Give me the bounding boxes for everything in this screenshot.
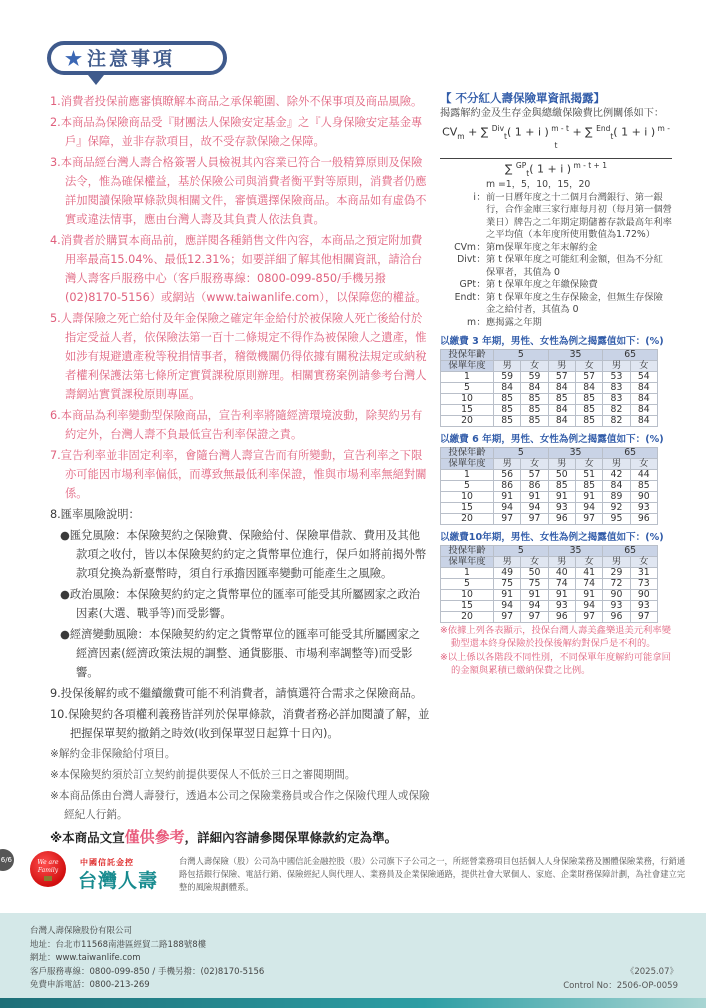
ratio-cell: 41: [575, 568, 602, 579]
ratio-cell: 85: [575, 481, 602, 492]
ratio-cell: 97: [575, 612, 602, 623]
policy-year-cell: 20: [441, 416, 494, 427]
age-header: 5: [494, 350, 549, 361]
table-row: [441, 492, 658, 503]
notice-item: 2.本商品為保險商品受『財團法人保險安定基金』之『人身保險安定基金專戶』保障，並非存款項目，故不受存款保險之保障。: [50, 116, 423, 148]
ratio-cell: 84: [548, 416, 575, 427]
table-row: [441, 612, 658, 623]
ratio-cell: 96: [630, 514, 657, 525]
table-row: [441, 372, 658, 383]
gender-header: 女: [521, 557, 548, 568]
table-header-row: [441, 459, 658, 470]
ratio-cell: 97: [494, 612, 521, 623]
gender-header: 男: [548, 361, 575, 372]
table-row: [441, 568, 658, 579]
notice-item: 9.投保後解約或不繼續繳費可能不利消費者，請慎選符合需求之保險商品。: [50, 687, 423, 700]
policy-year-cell: 5: [441, 579, 494, 590]
definition-value: 第m保單年度之年末解約金: [486, 241, 598, 253]
contact-info: [30, 925, 264, 993]
ratio-cell: 82: [603, 416, 630, 427]
definition-key: m: [466, 316, 476, 328]
disclosure-rate-table: [440, 447, 658, 525]
ratio-cell: 85: [521, 405, 548, 416]
formula-denominator: ∑ $^{GP}_t$( 1 + i ) $^{m - t + 1}$: [505, 160, 607, 178]
ratio-cell: 84: [603, 481, 630, 492]
year-label: 保單年度: [441, 361, 494, 372]
ratio-cell: 91: [494, 590, 521, 601]
notice-item: ●經濟變動風險：本保險契約約定之貨幣單位的匯率可能受其所屬國家之經濟因素(經濟政策法規的調整、通貨膨脹、市場利率調整等)而受影響。: [60, 628, 421, 679]
notice-item: 4.消費者於購買本商品前，應詳閱各種銷售文件內容，本商品之預定附加費用率最高15.04%、最低12.31%；如要詳細了解其他相關資訊，請洽台灣人壽客戶服務中心（客戶服務專線：0800-099-850/手機另撥(02)8170-5156）或網站（www.taiwanlife.com），以保障您的權益。: [50, 234, 427, 304]
ratio-cell: 91: [494, 492, 521, 503]
gender-header: 男: [603, 361, 630, 372]
ratio-cell: 91: [575, 590, 602, 601]
ratio-cell: 44: [630, 470, 657, 481]
definition-row: [440, 192, 672, 242]
definition-row: [440, 242, 672, 255]
ratio-cell: 84: [630, 405, 657, 416]
table-row: [441, 601, 658, 612]
star-icon: ★: [65, 48, 86, 70]
table-row: [441, 416, 658, 427]
policy-year-cell: 15: [441, 601, 494, 612]
gender-header: 女: [630, 361, 657, 372]
ratio-cell: 74: [548, 579, 575, 590]
ratio-cell: 97: [521, 514, 548, 525]
gender-header: 女: [630, 459, 657, 470]
ratio-cell: 74: [575, 579, 602, 590]
notice-item: 1.消費者投保前應審慎瞭解本商品之承保範圍、除外不保事項及商品風險。: [50, 95, 423, 108]
notice-item: 6.本商品為利率變動型保險商品，宣告利率將隨經濟環境波動，除契約另有約定外，台灣人壽不負最低宣告利率保證之責。: [50, 409, 423, 441]
definition-sep: ：: [476, 191, 486, 203]
ratio-cell: 90: [630, 492, 657, 503]
definition-key: i: [473, 191, 476, 203]
definition-key: GPt: [459, 279, 476, 291]
disclosure-formula: [440, 124, 672, 177]
notice-item: 10.保險契約各項權利義務皆詳列於保單條款，消費者務必詳加閱讀了解，並把握保單契約撤銷之時效(收到保單翌日起算十日內)。: [50, 708, 430, 740]
notice-item: ●政治風險：本保險契約約定之貨幣單位的匯率可能受其所屬國家之政治因素(大選、戰爭等)而受影響。: [60, 588, 421, 620]
ratio-cell: 90: [630, 590, 657, 601]
definition-row: [440, 254, 672, 279]
gender-header: 男: [494, 459, 521, 470]
definition-value: 第 t 保單年度之年繳保險費: [486, 279, 598, 291]
age-header: 65: [603, 448, 658, 459]
disclosure-tables: [440, 335, 672, 623]
definition-row: [440, 179, 672, 192]
definition-value: m =1，5，10，15，20: [486, 179, 591, 191]
ratio-cell: 85: [630, 481, 657, 492]
notice-item: 8.匯率風險說明：: [50, 508, 140, 521]
ratio-cell: 50: [548, 470, 575, 481]
year-label: 保單年度: [441, 557, 494, 568]
ratio-cell: 85: [575, 405, 602, 416]
notice-banner: [47, 41, 227, 75]
ratio-cell: 50: [521, 568, 548, 579]
we-are-family-logo: We are Family: [30, 851, 66, 887]
ratio-cell: 97: [494, 514, 521, 525]
table-caption: 以繳費 6 年期，男性、女性為例之揭露值如下：(%): [440, 434, 664, 446]
gender-header: 女: [521, 361, 548, 372]
gender-header: 女: [575, 557, 602, 568]
ratio-cell: 85: [494, 405, 521, 416]
notice-item: ※解約金非保險給付項目。: [50, 748, 176, 760]
notice-item: 5.人壽保險之死亡給付及年金保險之確定年金給付於被保險人死亡後給付於指定受益人者，依保險法第一百十二條規定不得作為被保險人之遺產，惟如涉有規避遺產稅等稅捐情事者，稽徵機關仍得依據有關稅法規定或納稅者權利保護法第七條所定實質課稅原則辦理。相關實務案例請參考台灣人壽網站實質課稅原則專區。: [50, 312, 427, 401]
contact-line: 地址：台北市11568南港區經貿二路188號8樓: [30, 939, 207, 950]
policy-year-cell: 15: [441, 503, 494, 514]
age-label: 投保年齡: [441, 448, 494, 459]
ratio-cell: 42: [603, 470, 630, 481]
definition-key: Endt: [454, 291, 476, 303]
age-label: 投保年齡: [441, 350, 494, 361]
ratio-cell: 91: [548, 590, 575, 601]
notice-list: [50, 92, 430, 849]
ratio-cell: 85: [548, 481, 575, 492]
gender-header: 男: [494, 557, 521, 568]
ratio-cell: 91: [521, 492, 548, 503]
table-row: [441, 579, 658, 590]
disclosure-note: ※依據上列各表顯示，投保台灣人壽美鑫樂退美元利率變動型還本終身保險於投保後解約對保戶是不利的。: [440, 625, 671, 649]
table-row: [441, 481, 658, 492]
table-row: [441, 394, 658, 405]
age-header: 35: [548, 350, 603, 361]
table-row: [441, 383, 658, 394]
contact-line: 台灣人壽保險股份有限公司: [30, 926, 133, 936]
ratio-cell: 93: [548, 503, 575, 514]
table-row: [441, 470, 658, 481]
ratio-cell: 82: [603, 405, 630, 416]
ratio-cell: 96: [548, 612, 575, 623]
ratio-cell: 91: [575, 492, 602, 503]
ratio-cell: 57: [575, 372, 602, 383]
ratio-cell: 90: [603, 590, 630, 601]
contact-line: 客戶服務專線：0800-099-850 / 手機另撥：(02)8170-5156: [30, 966, 265, 977]
notice-item: 7.宣告利率並非固定利率，會隨台灣人壽宣告而有所變動，宣告利率之下限亦可能因市場利率偏低，而導致無最低利率保證，惟與市場利率無絕對關係。: [50, 449, 427, 500]
brand-name: 台灣人壽: [78, 870, 159, 892]
gender-header: 男: [494, 361, 521, 372]
policy-year-cell: 5: [441, 383, 494, 394]
page-number-badge: 6/6: [0, 849, 14, 871]
ratio-cell: 84: [630, 416, 657, 427]
gender-header: 男: [548, 459, 575, 470]
disclosure-rate-table: [440, 349, 658, 427]
ratio-cell: 72: [603, 579, 630, 590]
age-header: 35: [548, 546, 603, 557]
ratio-cell: 56: [494, 470, 521, 481]
ratio-cell: 51: [575, 470, 602, 481]
ratio-cell: 85: [521, 394, 548, 405]
formula-definitions: [440, 179, 672, 329]
ratio-cell: 94: [575, 503, 602, 514]
ratio-cell: 40: [548, 568, 575, 579]
ratio-cell: 89: [603, 492, 630, 503]
definition-value: 第 t 保單年度之可能紅利金額，但為不分紅保單者，其值為 0: [486, 254, 663, 278]
final-notice-suffix: ，詳細內容請參閱保單條款約定為準。: [184, 830, 398, 845]
table-row: [441, 514, 658, 525]
definition-key: [440, 179, 476, 192]
table-caption: 以繳費10年期，男性、女性為例之揭露值如下：(%): [440, 532, 664, 544]
definition-sep: ：: [476, 291, 486, 303]
definition-sep: ：: [476, 316, 486, 328]
definition-row: [440, 292, 672, 317]
age-header: 65: [603, 546, 658, 557]
ratio-cell: 93: [630, 503, 657, 514]
ratio-cell: 85: [521, 416, 548, 427]
ratio-cell: 84: [548, 383, 575, 394]
edition-date: 《2025.07》: [625, 967, 678, 977]
disclosure-title: 【 不分紅人壽保險單資訊揭露】: [440, 91, 606, 105]
table-header-row: [441, 557, 658, 568]
ratio-cell: 93: [548, 601, 575, 612]
table-row: [441, 405, 658, 416]
ratio-cell: 96: [548, 514, 575, 525]
gender-header: 男: [548, 557, 575, 568]
policy-year-cell: 1: [441, 568, 494, 579]
ratio-cell: 94: [494, 503, 521, 514]
ratio-cell: 29: [603, 568, 630, 579]
table-header-row: [441, 361, 658, 372]
policy-year-cell: 10: [441, 394, 494, 405]
age-label: 投保年齡: [441, 546, 494, 557]
ratio-cell: 96: [603, 612, 630, 623]
ratio-cell: 95: [603, 514, 630, 525]
policy-year-cell: 1: [441, 470, 494, 481]
definition-sep: [476, 179, 486, 192]
age-header: 5: [494, 546, 549, 557]
disclosure-intro: 揭露解約金及生存金與總繳保險費比例關係如下：: [440, 108, 665, 119]
definition-key: CVm: [454, 241, 476, 253]
policy-year-cell: 10: [441, 590, 494, 601]
ratio-cell: 85: [575, 416, 602, 427]
definition-row: [440, 279, 672, 292]
definition-value: 應揭露之年期: [486, 316, 542, 328]
table-row: [441, 590, 658, 601]
policy-year-cell: 15: [441, 405, 494, 416]
year-label: 保單年度: [441, 459, 494, 470]
table-caption: 以繳費 3 年期，男性、女性為例之揭露值如下：(%): [440, 336, 664, 348]
age-header: 35: [548, 448, 603, 459]
ratio-cell: 49: [494, 568, 521, 579]
ratio-cell: 84: [630, 383, 657, 394]
ratio-cell: 84: [521, 383, 548, 394]
notice-title: ★ 注意事項: [65, 48, 176, 70]
policy-year-cell: 1: [441, 372, 494, 383]
ratio-cell: 57: [521, 470, 548, 481]
definition-value: 第 t 保單年度之生存保險金，但無生存保險金之給付者，其值為 0: [486, 291, 663, 316]
gender-header: 女: [521, 459, 548, 470]
ratio-cell: 85: [494, 394, 521, 405]
ratio-cell: 93: [603, 601, 630, 612]
company-description: 台灣人壽保險（股）公司為中國信託金融控股（股）公司旗下子公司之一，所經營業務項目包括個人人身保險業務及團體保險業務，行銷通路包括銀行保險、電話行銷、保險經紀人與代理人、業務員及企業保險通路，提供社會大眾個人、家庭、企業財務保障計劃，為社會建立完整的風險規劃體系。: [179, 856, 686, 892]
definition-sep: ：: [476, 241, 486, 253]
notice-item: ●匯兌風險：本保險契約之保險費、保險給付、保險單借款、費用及其他款項之收付，皆以本保險契約約定之貨幣單位進行，保戶如將前揭外幣款項兌換為新臺幣時，須自行承擔因匯率變動可能產生之風險。: [60, 529, 427, 580]
ratio-cell: 93: [630, 601, 657, 612]
contact-footer: [0, 913, 706, 998]
disclosure-rate-table: [440, 545, 658, 623]
ratio-cell: 97: [630, 612, 657, 623]
ratio-cell: 86: [494, 481, 521, 492]
footer-stripe: [0, 998, 706, 1008]
table-row: [441, 503, 658, 514]
definition-key: Divt: [457, 254, 476, 266]
banner-tail-decoration: [88, 75, 104, 85]
age-header: 5: [494, 448, 549, 459]
gender-header: 女: [575, 459, 602, 470]
age-header: 65: [603, 350, 658, 361]
final-notice: [50, 828, 430, 847]
disclosure-notes: [440, 625, 672, 677]
ratio-cell: 91: [521, 590, 548, 601]
notice-item: ※本商品係由台灣人壽發行，透過本公司之保險業務員或合作之保險代理人或保險經紀人行銷。: [50, 790, 430, 821]
ratio-cell: 84: [494, 383, 521, 394]
final-notice-highlight: 僅供參考: [124, 828, 185, 846]
formula-numerator: $CV_m$ + ∑ $^{Div}_t$( 1 + i ) $^{m - t}$ + ∑ $^{End}_t$( 1 + i ) $^{m - t}$: [440, 124, 672, 159]
policy-year-cell: 20: [441, 514, 494, 525]
ratio-cell: 92: [603, 503, 630, 514]
gender-header: 女: [575, 361, 602, 372]
ratio-cell: 94: [521, 503, 548, 514]
ratio-cell: 54: [630, 372, 657, 383]
notice-item: 3.本商品經台灣人壽合格簽署人員檢視其內容業已符合一般精算原則及保險法令，惟為確保權益，基於保險公司與消費者衡平對等原則，消費者仍應詳加閱讀保險單條款與相關文件，審慎選擇保險商品。本商品如有虛偽不實或違法情事，應由台灣人壽及其負責人依法負責。: [50, 156, 427, 226]
notice-item: ※本保險契約須於訂立契約前提供要保人不低於三日之審閱期間。: [50, 769, 356, 781]
ratio-cell: 83: [603, 383, 630, 394]
policy-disclosure: [440, 90, 672, 677]
final-notice-prefix: ※本商品文宣: [50, 830, 125, 845]
contact-line: 免費申訴電話：0800-213-269: [30, 980, 150, 991]
ratio-cell: 73: [630, 579, 657, 590]
ratio-cell: 85: [575, 394, 602, 405]
definition-row: [440, 317, 672, 330]
ratio-cell: 75: [521, 579, 548, 590]
definition-sep: ：: [476, 254, 486, 266]
definition-value: 前一日曆年度之十二個月台灣銀行、第一銀行，合作金庫三家行庫每月初（每月第一個營業日）牌告之二年期定期儲蓄存款最高年利率之平均值（本年度所使用數值為1.72%）: [486, 191, 672, 241]
control-number: Control No：2506-OP-0059: [563, 980, 678, 991]
ratio-cell: 97: [521, 612, 548, 623]
ratio-cell: 94: [575, 601, 602, 612]
policy-year-cell: 20: [441, 612, 494, 623]
gender-header: 男: [603, 557, 630, 568]
ratio-cell: 59: [494, 372, 521, 383]
disclosure-note: ※以上係以各階段不同性別，不同保單年度解約可能拿回的金額與累積已繳納保費之比例。: [440, 652, 671, 676]
ratio-cell: 83: [603, 394, 630, 405]
ratio-cell: 59: [521, 372, 548, 383]
ratio-cell: 85: [494, 416, 521, 427]
ratio-cell: 53: [603, 372, 630, 383]
policy-year-cell: 5: [441, 481, 494, 492]
ratio-cell: 75: [494, 579, 521, 590]
ratio-cell: 84: [575, 383, 602, 394]
ratio-cell: 57: [548, 372, 575, 383]
edition-info: [563, 966, 678, 993]
definition-sep: ：: [476, 279, 486, 291]
gender-header: 男: [603, 459, 630, 470]
ratio-cell: 91: [548, 492, 575, 503]
ratio-cell: 86: [521, 481, 548, 492]
ratio-cell: 97: [575, 514, 602, 525]
ratio-cell: 85: [548, 394, 575, 405]
ratio-cell: 94: [494, 601, 521, 612]
ratio-cell: 94: [521, 601, 548, 612]
website-link[interactable]: 網址：www.taiwanlife.com: [30, 953, 141, 964]
ratio-cell: 84: [630, 394, 657, 405]
gender-header: 女: [630, 557, 657, 568]
ratio-cell: 84: [548, 405, 575, 416]
ratio-cell: 31: [630, 568, 657, 579]
brand-parent-name: 中國信託金控: [80, 858, 134, 867]
policy-year-cell: 10: [441, 492, 494, 503]
